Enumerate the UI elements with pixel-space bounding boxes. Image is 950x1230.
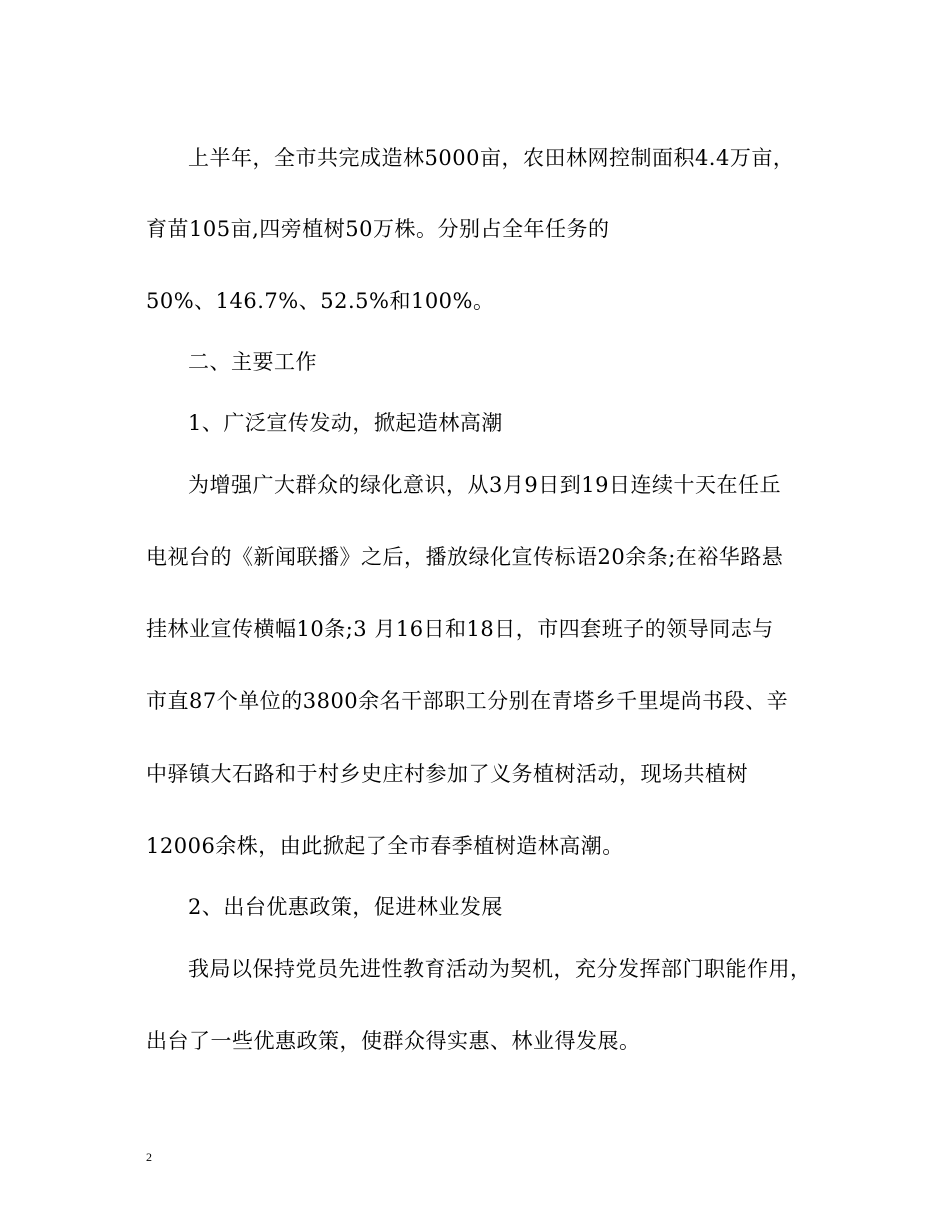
paragraph-line: 育苗105亩,四旁植树50万株。分别占全年任务的 — [146, 217, 610, 241]
paragraph-line: 50%、146.7%、52.5%和100%。 — [146, 289, 495, 313]
subsection-heading: 2、出台优惠政策，促进林业发展 — [188, 895, 503, 919]
paragraph-line: 挂林业宣传横幅10条;3 月16日和18日，市四套班子的领导同志与 — [146, 617, 774, 641]
paragraph-line: 12006余株，由此掀起了全市春季植树造林高潮。 — [146, 834, 624, 858]
paragraph-line: 市直87个单位的3800余名干部职工分别在青塔乡千里堤尚书段、辛 — [146, 689, 789, 713]
paragraph-line: 电视台的《新闻联播》之后，播放绿化宣传标语20余条;在裕华路悬 — [146, 545, 784, 569]
paragraph-line: 为增强广大群众的绿化意识，从3月9日到19日连续十天在任丘 — [188, 473, 781, 497]
paragraph-line: 出台了一些优惠政策，使群众得实惠、林业得发展。 — [146, 1029, 641, 1053]
paragraph-line: 上半年，全市共完成造林5000亩，农田林网控制面积4.4万亩， — [188, 146, 795, 170]
section-heading: 二、主要工作 — [188, 350, 317, 374]
subsection-heading: 1、广泛宣传发动，掀起造林高潮 — [188, 411, 503, 435]
paragraph-line: 我局以保持党员先进性教育活动为契机，充分发挥部门职能作用， — [188, 957, 812, 981]
page-number: 2 — [146, 1150, 152, 1164]
paragraph-line: 中驿镇大石路和于村乡史庄村参加了义务植树活动，现场共植树 — [146, 762, 748, 786]
